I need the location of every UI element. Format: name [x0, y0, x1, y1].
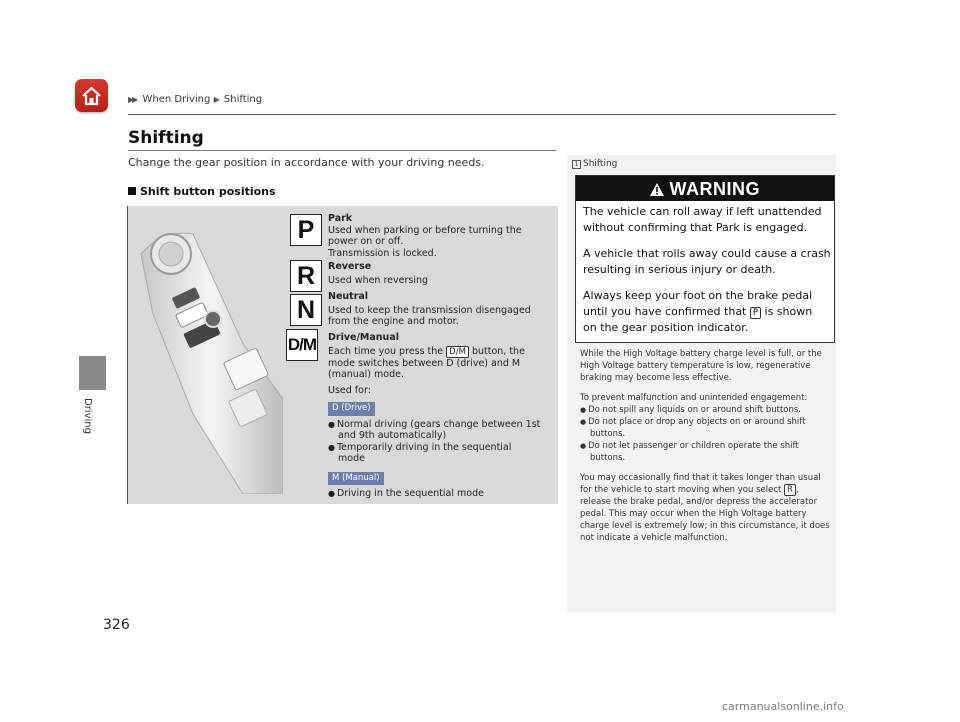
shift-button-figure — [127, 206, 558, 504]
warning-header: WARNING — [576, 176, 834, 201]
breadcrumb-link-shifting[interactable]: Shifting — [223, 94, 263, 105]
park-position-icon: P — [290, 214, 322, 246]
list-item: ● Do not let passenger or children operate the shift buttons. — [580, 440, 832, 464]
list-item: ● Normal driving (gears change between 1st and 9th automatically) — [328, 419, 556, 442]
intro-text: Change the gear position in accordance with your driving needs. — [128, 156, 485, 169]
header-divider — [128, 114, 836, 115]
shift-console-illustration — [133, 224, 283, 494]
dm-button-icon: D/M — [446, 346, 469, 358]
reverse-description: Reverse Used when reversing — [328, 261, 429, 286]
reverse-key-icon: R — [784, 484, 796, 496]
neutral-position-icon: N — [290, 294, 322, 326]
home-button[interactable] — [75, 79, 108, 112]
drive-manual-position-icon: D/M — [286, 329, 318, 361]
page-number: 326 — [103, 617, 130, 633]
side-paragraph-3: You may occasionally find that it takes longer than usual for the vehicle to start moving when you select R , release the brake pedal, and/or depress the accelerator pedal. This may occur when the High Voltage battery charge level is extremely low; in this circumstance, it does not indicate a vehicle malfunction. — [580, 473, 830, 543]
sidebar-section-tab[interactable] — [79, 356, 106, 390]
breadcrumb-arrow-icon: ▶▶ — [128, 95, 137, 104]
home-icon — [75, 79, 108, 112]
list-item: ● Temporarily driving in the sequential mode — [328, 442, 556, 465]
side-note-body — [580, 348, 832, 552]
drive-manual-description: Drive/Manual Each time you press the D/M button, the mode switches between D (drive) and M (manual) mode. Used for: D (Drive) ● Normal driving (gears change between 1st and 9th automatically) ● Temporarily driving in the sequential mode M (Manual) ● Driving in the sequential mode — [328, 332, 556, 500]
side-paragraph-2: To prevent malfunction and unintended engagement: — [580, 393, 808, 403]
list-item: ● Driving in the sequential mode — [328, 488, 556, 500]
watermark: carmanualsonline.info — [722, 700, 844, 713]
title-divider — [128, 150, 556, 151]
manual-tag: M (Manual) — [328, 472, 384, 486]
sidebar-section-label: Driving — [82, 398, 93, 434]
warning-box — [575, 175, 835, 343]
side-paragraph-1: While the High Voltage battery charge level is full, or the High Voltage battery temperature is low, regenerative braking may become less effective. — [580, 349, 822, 383]
breadcrumb-link-when-driving[interactable]: When Driving — [142, 94, 211, 105]
breadcrumb-arrow-icon: ▶ — [213, 95, 218, 104]
page-title: Shifting — [128, 128, 204, 148]
list-item: ● Do not place or drop any objects on or around shift buttons. — [580, 416, 832, 440]
drive-tag: D (Drive) — [328, 402, 375, 416]
breadcrumb — [128, 94, 262, 105]
reverse-position-icon: R — [290, 260, 322, 292]
park-key-icon: P — [750, 307, 761, 319]
warning-text-2: A vehicle that rolls away could cause a crash resulting in serious injury or death. — [583, 247, 831, 276]
warning-triangle-icon — [650, 179, 670, 199]
list-item: ● Do not spill any liquids on or around shift buttons. — [580, 404, 832, 416]
note-marker-icon: 1 — [572, 160, 581, 169]
warning-text-3: Always keep your foot on the brake pedal until you have confirmed that P is shown on the gear position indicator. — [583, 289, 813, 334]
park-description: Park Used when parking or before turning the power on or off. Transmission is locked. — [328, 213, 522, 259]
neutral-description: Neutral Used to keep the transmission disengaged from the engine and motor. — [328, 291, 531, 327]
warning-text-1: The vehicle can roll away if left unattended without confirming that Park is engaged. — [583, 205, 822, 234]
side-note-heading: 1 Shifting — [572, 159, 617, 169]
square-bullet-icon — [128, 187, 136, 195]
subsection-title: Shift button positions — [128, 185, 276, 198]
